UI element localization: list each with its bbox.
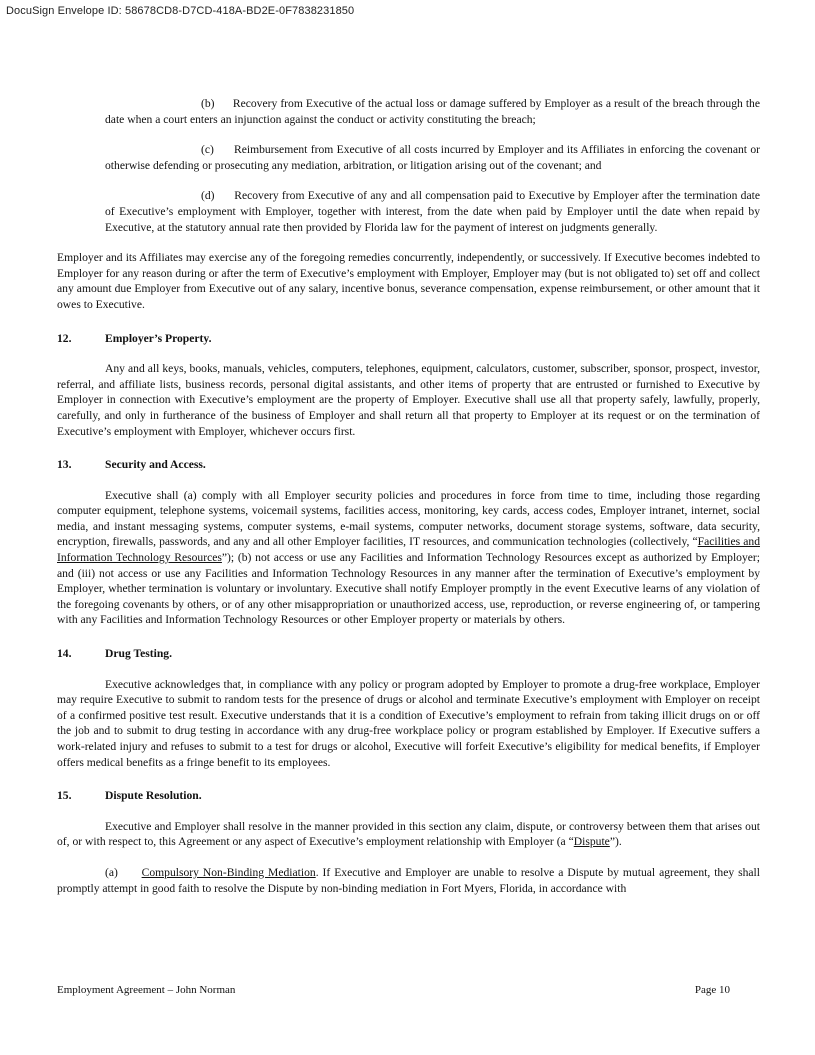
section-14-body: Executive acknowledges that, in compliance with any policy or program adopted by Employer to promote a drug-free workplace, Employer may require Executive to submit to random tests for the presence of drugs or alcohol and terminate Executive’s employment with Employer on receipt of a confirmed positive test result. Executive understands that it is a condition of Executive’s employment to refrain from taking illicit drugs on or off the job and to submit to drug testing in accordance with any drug-free workplace policy or program established by Employer. If Executive suffers a work-related injury and refuses to submit to a test for drugs or alcohol, Executive will forfeit Executive’s eligibility for medical benefits, if Employer offers medical benefits as a fringe benefit to its employees.: [57, 677, 760, 769]
section-title: Security and Access.: [105, 458, 206, 472]
section-number: 12.: [57, 331, 72, 345]
section-12-body: Any and all keys, books, manuals, vehicles, computers, telephones, equipment, calculators, customer, subscriber, sponsor, prospect, investor, referral, and affiliate lists, business records, personal digital assistants, and other items of property that are entrusted or furnished to Executive by Employer in connection with Executive’s employment are the property of Employer. Executive shall use all that property safely, lawfully, properly, carefully, and only in furtherance of the business of Employer and shall return all that property to Employer at its request or on the termination of Executive’s employment with Employer, whichever occurs first.: [57, 362, 760, 438]
section-15-heading: [57, 788, 760, 804]
section-title: Dispute Resolution.: [105, 789, 202, 803]
body-text: Executive and Employer shall resolve in the manner provided in this section any claim, dispute, or controversy between them that arises out of, or with respect to, this Agreement or any aspect of Executive’s employment relationship with Employer (a “: [57, 819, 760, 849]
section-13-heading: [57, 457, 760, 473]
defined-term: Dispute: [573, 835, 610, 849]
defined-term: Facilities and Information Technology Resources: [57, 535, 760, 565]
section-title: Drug Testing.: [105, 647, 173, 661]
section-13-body: [57, 488, 760, 628]
section-number: 13.: [57, 458, 72, 472]
remedies-paragraph: Employer and its Affiliates may exercise any of the foregoing remedies concurrently, independently, or successively. If Executive becomes indebted to Employer for any reason during or after the term of Executive’s employment with Employer, Employer may (but is not obligated to) set off and collect any amount due Employer from Executive out of any salary, incentive bonus, severance compensation, expense reimbursement, or other amount that it owes to Executive.: [57, 251, 760, 311]
subsection-text: . If Executive and Employer are unable to resolve a Dispute by mutual agreement, they shall promptly attempt in good faith to resolve the Dispute by non-binding mediation in Fort Myers, Florida, in accordance with: [57, 865, 761, 895]
section-number: 15.: [57, 789, 72, 803]
body-text: Executive shall (a) comply with all Employer security policies and procedures in force from time to time, including those regarding computer equipment, telephone systems, voicemail systems, facilities access, monitoring, key cards, access codes, Employer intranet, internet, social media, and instant messaging systems, computer systems, e-mail systems, computer networks, document storage systems, software, data security, encryption, firewalls, passwords, and any and all other Employer facilities, IT resources, and communication technologies (collectively, “: [57, 488, 760, 549]
subsection-label: (a): [105, 865, 118, 879]
subsection-title: Compulsory Non-Binding Mediation: [141, 865, 316, 879]
item-b: (b) Recovery from Executive of the actual loss or damage suffered by Employer as a result of the breach through the date when a court enters an injunction against the conduct or activity constituting the breach;: [105, 97, 760, 126]
body-text: ”); (b) not access or use any Facilities and Information Technology Resources except as authorized by Employer; and (iii) not access or use any Facilities and Information Technology Resources in any manner after the termination of Executive’s employment by Employer, whether termination is voluntary or involuntary. Executive shall notify Employer promptly in the event Executive learns of any violation of the foregoing covenants by others, or of any other misappropriation or unauthorized access, use, reproduction, or reverse engineering of, or tampering with any Facilities and Information Technology Resources or other Employer property or materials by others.: [57, 551, 761, 627]
item-d: (d) Recovery from Executive of any and all compensation paid to Executive by Employer after the termination date of Executive’s employment with Employer, together with interest, from the date when paid by Employer until the date when repaid by Executive, at the statutory annual rate then provided by Florida law for the payment of interest on judgments generally.: [105, 189, 760, 234]
envelope-id: DocuSign Envelope ID: 58678CD8-D7CD-418A-BD2E-0F7838231850: [6, 5, 355, 17]
item-c: (c) Reimbursement from Executive of all costs incurred by Employer and its Affiliates in enforcing the covenant or otherwise defending or prosecuting any mediation, arbitration, or litigation arising out of the covenant; and: [105, 143, 760, 172]
section-12-heading: [57, 331, 760, 347]
subsection-a: [57, 865, 760, 896]
section-title: Employer’s Property.: [105, 331, 212, 345]
section-number: 14.: [57, 647, 72, 661]
page-number: Page 10: [694, 984, 730, 996]
footer-document-title: Employment Agreement – John Norman: [57, 984, 236, 996]
section-14-heading: [57, 646, 760, 662]
section-15-body: [57, 819, 760, 850]
body-text: ”).: [609, 835, 622, 849]
page-footer: [57, 984, 730, 996]
document-page: [57, 96, 760, 896]
